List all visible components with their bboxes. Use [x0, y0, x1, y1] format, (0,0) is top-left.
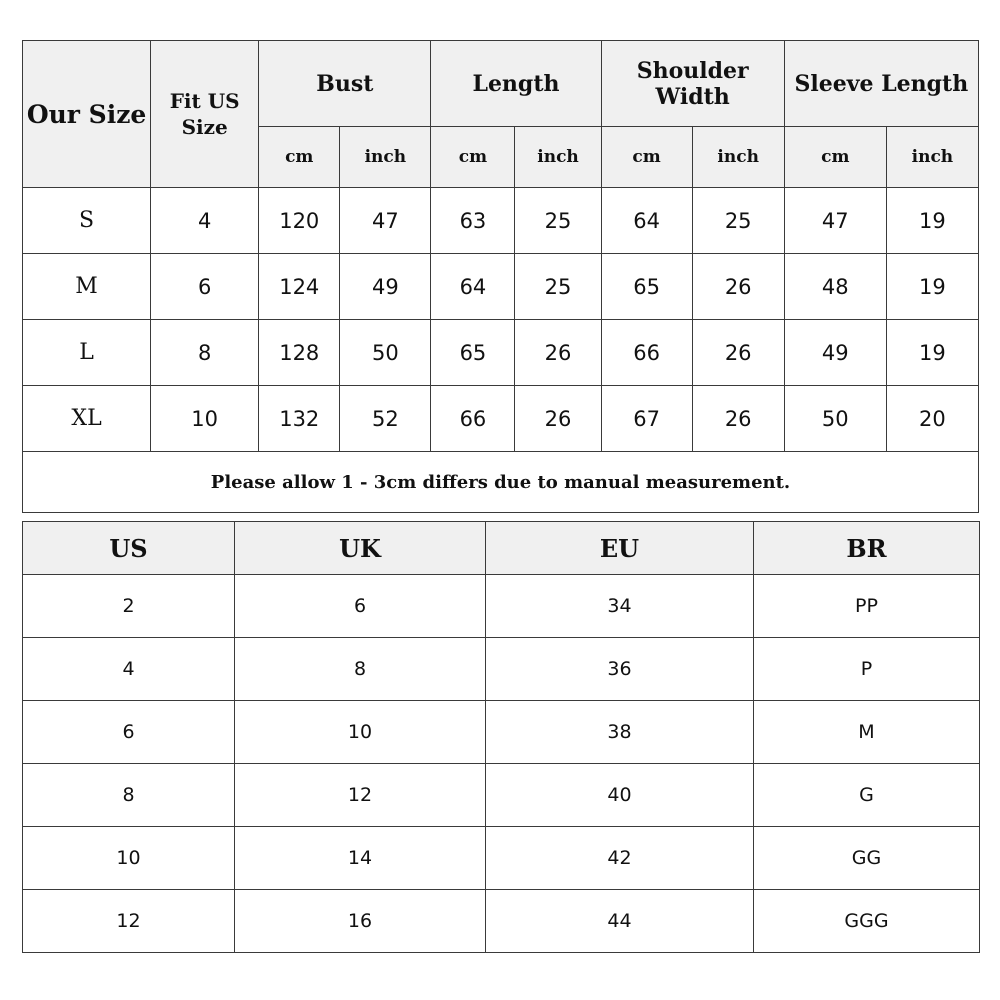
header-bust: Bust — [259, 41, 431, 127]
table-row — [23, 320, 979, 386]
table-cell: 47 — [784, 188, 886, 254]
header-us: US — [23, 522, 235, 575]
size-label-cell: XL — [23, 386, 151, 452]
table-cell: P — [754, 638, 980, 701]
table-cell: PP — [754, 575, 980, 638]
unit-header: inch — [886, 127, 978, 188]
table-cell: 6 — [23, 701, 235, 764]
table-cell: 6 — [235, 575, 486, 638]
table-cell: 6 — [151, 254, 259, 320]
table-cell: 47 — [340, 188, 431, 254]
table-cell: 38 — [486, 701, 754, 764]
table-cell: 12 — [235, 764, 486, 827]
table-cell: 40 — [486, 764, 754, 827]
unit-header: inch — [692, 127, 784, 188]
table-cell: 26 — [692, 320, 784, 386]
table-cell: 8 — [23, 764, 235, 827]
table-cell: 26 — [692, 254, 784, 320]
header-length: Length — [431, 41, 601, 127]
table-cell: 52 — [340, 386, 431, 452]
table-cell: 4 — [151, 188, 259, 254]
header-sleeve-length: Sleeve Length — [784, 41, 978, 127]
table-cell: 10 — [235, 701, 486, 764]
size-label-cell: L — [23, 320, 151, 386]
header-eu: EU — [486, 522, 754, 575]
table-cell: 66 — [601, 320, 692, 386]
header-fit-us-size — [151, 41, 259, 188]
table-cell: 4 — [23, 638, 235, 701]
table-cell: 2 — [23, 575, 235, 638]
size-conversion-table — [22, 521, 980, 953]
table-cell: 128 — [259, 320, 340, 386]
table-cell: 26 — [692, 386, 784, 452]
table-cell: 65 — [601, 254, 692, 320]
measurement-note: Please allow 1 - 3cm differs due to manual measurement. — [23, 452, 979, 513]
table-cell: 63 — [431, 188, 515, 254]
header-uk: UK — [235, 522, 486, 575]
table-cell: 124 — [259, 254, 340, 320]
table-cell: 25 — [692, 188, 784, 254]
size-chart-table — [22, 40, 979, 513]
unit-header: inch — [515, 127, 601, 188]
table-cell: 10 — [23, 827, 235, 890]
table-cell: 49 — [340, 254, 431, 320]
table-cell: 48 — [784, 254, 886, 320]
header-our-size: Our Size — [23, 41, 151, 188]
unit-header: cm — [784, 127, 886, 188]
table-row — [23, 701, 980, 764]
table-cell: 50 — [340, 320, 431, 386]
table-cell: 67 — [601, 386, 692, 452]
unit-header: cm — [259, 127, 340, 188]
table-row — [23, 188, 979, 254]
table-cell: 44 — [486, 890, 754, 953]
table-cell: 19 — [886, 320, 978, 386]
table-cell: 65 — [431, 320, 515, 386]
table-cell: 14 — [235, 827, 486, 890]
table-cell: 132 — [259, 386, 340, 452]
table-cell: 36 — [486, 638, 754, 701]
table-cell: 25 — [515, 188, 601, 254]
unit-header: cm — [601, 127, 692, 188]
header-br: BR — [754, 522, 980, 575]
table-cell: 19 — [886, 188, 978, 254]
table-row — [23, 575, 980, 638]
table-cell: 12 — [23, 890, 235, 953]
table-cell: 42 — [486, 827, 754, 890]
table-cell: G — [754, 764, 980, 827]
table-row — [23, 638, 980, 701]
table-cell: 8 — [235, 638, 486, 701]
unit-header: cm — [431, 127, 515, 188]
table-cell: 26 — [515, 386, 601, 452]
size-label-cell: M — [23, 254, 151, 320]
table-cell: 8 — [151, 320, 259, 386]
table-cell: 64 — [431, 254, 515, 320]
table-cell: 66 — [431, 386, 515, 452]
table-cell: 34 — [486, 575, 754, 638]
size-label-cell: S — [23, 188, 151, 254]
table-cell: 120 — [259, 188, 340, 254]
table-row — [23, 386, 979, 452]
table-cell: GG — [754, 827, 980, 890]
table-cell: 16 — [235, 890, 486, 953]
note-row — [23, 452, 979, 513]
table-cell: 49 — [784, 320, 886, 386]
table-cell: 25 — [515, 254, 601, 320]
table-cell: GGG — [754, 890, 980, 953]
unit-header: inch — [340, 127, 431, 188]
table-cell: 50 — [784, 386, 886, 452]
table-row — [23, 890, 980, 953]
table-cell: 20 — [886, 386, 978, 452]
header-fit-us-size-text: Fit US Size — [169, 89, 240, 139]
table-row — [23, 827, 980, 890]
table-row — [23, 254, 979, 320]
table-row — [23, 764, 980, 827]
table-cell: 64 — [601, 188, 692, 254]
table-cell: 19 — [886, 254, 978, 320]
header-shoulder-width: Shoulder Width — [601, 41, 784, 127]
table-cell: 26 — [515, 320, 601, 386]
table-cell: M — [754, 701, 980, 764]
table-cell: 10 — [151, 386, 259, 452]
